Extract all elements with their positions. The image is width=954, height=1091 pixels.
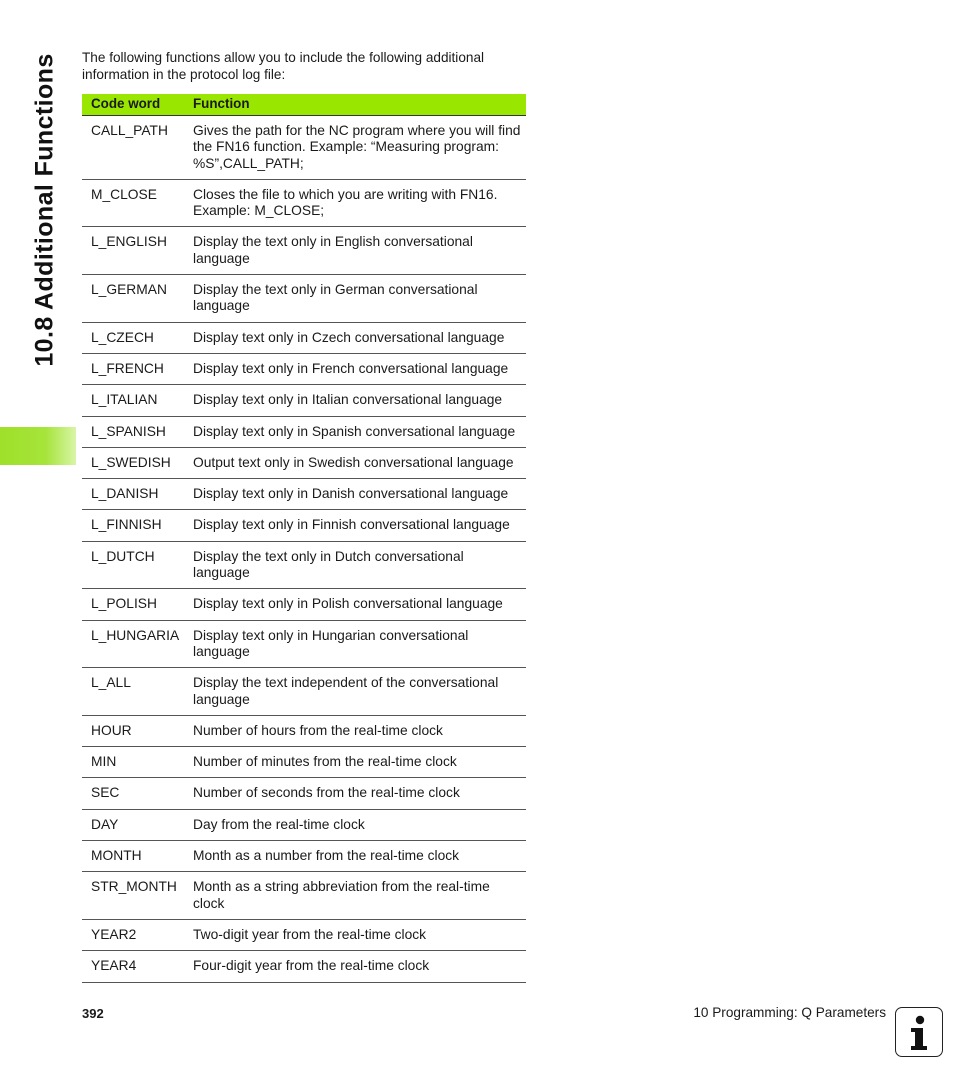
function-cell: Number of minutes from the real-time clock <box>193 754 457 770</box>
function-cell: Display text only in Spanish conversational language <box>193 423 516 439</box>
function-cell: Display text only in Hungarian conversational language <box>193 627 469 659</box>
function-cell: Two-digit year from the real-time clock <box>193 926 427 942</box>
code-word-cell: HOUR <box>91 722 132 738</box>
chapter-tab-marker <box>0 427 76 465</box>
table-row <box>82 416 526 447</box>
header-function: Function <box>189 94 526 116</box>
table-row <box>82 510 526 541</box>
function-cell: Number of hours from the real-time clock <box>193 722 443 738</box>
code-word-cell: L_ALL <box>91 675 131 691</box>
code-word-cell: STR_MONTH <box>91 879 177 895</box>
table-row <box>82 951 526 982</box>
table-body <box>82 116 526 983</box>
code-word-cell: L_SWEDISH <box>91 454 171 470</box>
code-word-cell: L_GERMAN <box>91 282 167 298</box>
table-row <box>82 620 526 668</box>
header-code-word: Code word <box>82 94 189 116</box>
function-cell: Four-digit year from the real-time clock <box>193 958 430 974</box>
intro-paragraph: The following functions allow you to include the following additional information in the protocol log file: <box>82 50 485 82</box>
function-cell: Month as a string abbreviation from the real-time clock <box>193 879 490 911</box>
function-cell: Display text only in Danish conversational language <box>193 486 509 502</box>
function-cell: Display the text only in English conversational language <box>193 234 473 266</box>
code-word-cell: MIN <box>91 754 117 770</box>
code-word-cell: YEAR2 <box>91 926 137 942</box>
function-cell: Display text only in Polish conversational language <box>193 596 503 612</box>
code-word-cell: L_ITALIAN <box>91 392 158 408</box>
page-number: 392 <box>82 1006 104 1021</box>
table-row <box>82 747 526 778</box>
function-cell: Display the text independent of the conversational language <box>193 675 499 707</box>
table-row <box>82 715 526 746</box>
chapter-label: 10 Programming: Q Parameters <box>693 1005 886 1020</box>
function-cell: Display text only in French conversational language <box>193 360 509 376</box>
table-row <box>82 668 526 716</box>
table-row <box>82 809 526 840</box>
table-row <box>82 872 526 920</box>
function-cell: Month as a number from the real-time clock <box>193 848 460 864</box>
table-row <box>82 778 526 809</box>
table-row <box>82 447 526 478</box>
function-cell: Display the text only in German conversational language <box>193 282 478 314</box>
code-word-cell: L_ENGLISH <box>91 234 167 250</box>
section-title-text: 10.8 Additional Functions <box>30 53 59 367</box>
code-word-cell: YEAR4 <box>91 958 137 974</box>
function-cell: Display text only in Czech conversational language <box>193 329 505 345</box>
code-word-cell: L_DANISH <box>91 486 159 502</box>
code-word-cell: SEC <box>91 785 120 801</box>
code-word-table <box>82 94 526 983</box>
code-word-cell: M_CLOSE <box>91 186 157 202</box>
function-cell: Gives the path for the NC program where you will find the FN16 function. Example: “Measuring program: %S”,CALL_PATH; <box>193 123 521 171</box>
code-word-cell: L_FRENCH <box>91 360 164 376</box>
table-row <box>82 179 526 227</box>
table-row <box>82 322 526 353</box>
code-word-cell: L_CZECH <box>91 329 154 345</box>
code-word-cell: CALL_PATH <box>91 123 168 138</box>
side-section-title <box>30 0 60 370</box>
code-word-cell: L_DUTCH <box>91 548 155 564</box>
table-row <box>82 841 526 872</box>
function-cell: Display text only in Italian conversational language <box>193 392 503 408</box>
code-word-cell: L_SPANISH <box>91 423 166 439</box>
function-cell: Display the text only in Dutch conversational language <box>193 548 464 581</box>
table-row <box>82 275 526 323</box>
function-cell: Output text only in Swedish conversational language <box>193 454 514 470</box>
info-icon <box>895 1007 943 1057</box>
code-word-cell: L_POLISH <box>91 596 157 612</box>
function-cell: Display text only in Finnish conversational language <box>193 517 510 533</box>
code-word-cell: L_FINNISH <box>91 517 162 533</box>
function-cell: Day from the real-time clock <box>193 816 365 832</box>
code-word-cell: MONTH <box>91 848 142 864</box>
table-row <box>82 589 526 620</box>
function-cell: Number of seconds from the real-time clock <box>193 785 460 801</box>
function-cell: Closes the file to which you are writing with FN16. Example: M_CLOSE; <box>193 186 498 219</box>
code-word-cell: DAY <box>91 816 119 832</box>
table-row <box>82 353 526 384</box>
table-row <box>82 479 526 510</box>
table-row <box>82 116 526 180</box>
code-word-cell: L_HUNGARIA <box>91 627 180 643</box>
table-row <box>82 541 526 589</box>
table-row <box>82 227 526 275</box>
table-header-row <box>82 94 526 116</box>
table-row <box>82 919 526 950</box>
table-row <box>82 385 526 416</box>
